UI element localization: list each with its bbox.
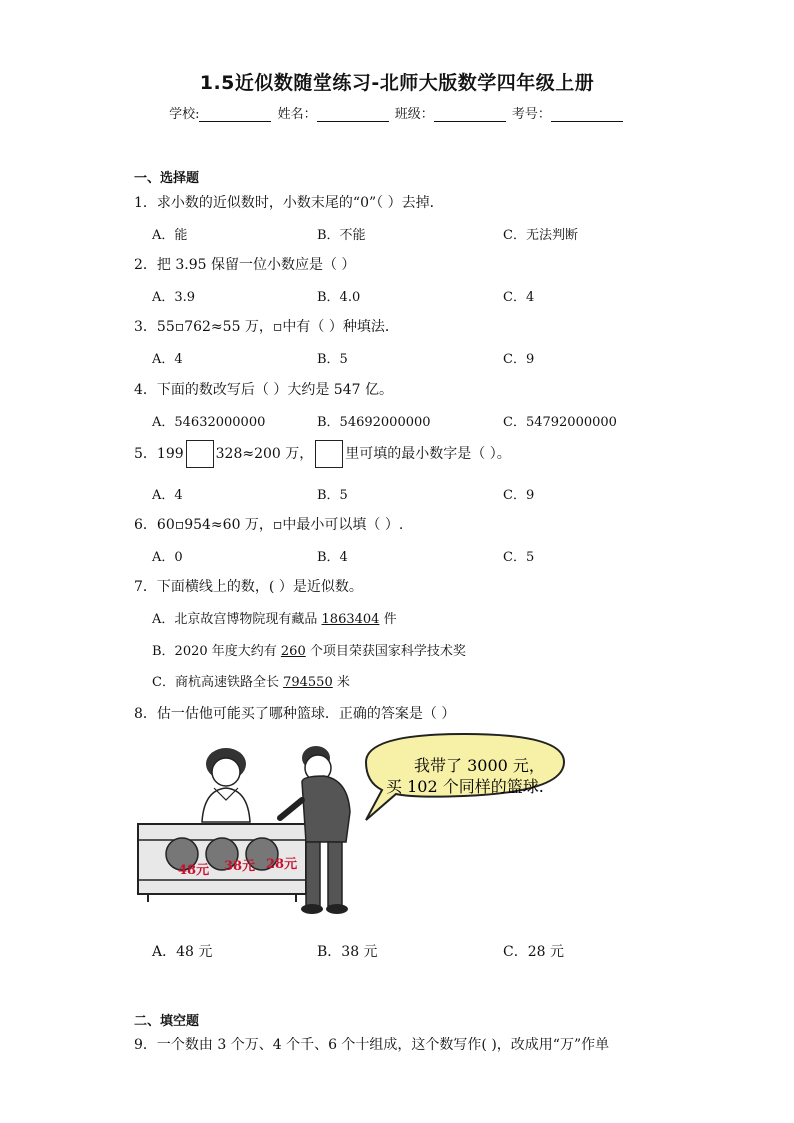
blank-box[interactable]: [186, 440, 214, 468]
option-c[interactable]: C．9: [503, 352, 535, 367]
question-stem: 6．60▫954≈60 万，▫中最小可以填（ ）.: [134, 517, 404, 533]
name-label: 姓名：: [277, 107, 317, 122]
question-stem: 7．下面横线上的数，( ）是近似数。: [134, 579, 363, 595]
option-text: A．北京故宫博物院现有藏品: [152, 612, 322, 627]
section-heading-choice: 一、选择题: [134, 171, 200, 186]
page-title: 1.5近似数随堂练习-北师大版数学四年级上册: [199, 72, 595, 94]
shopkeeper-figure: [202, 748, 250, 822]
option-c[interactable]: C．54792000000: [503, 415, 617, 430]
question-text: 328≈200 万，: [215, 446, 314, 462]
underlined-number: 794550: [283, 675, 333, 690]
option-a[interactable]: [152, 608, 397, 627]
option-a[interactable]: A．0: [152, 550, 183, 565]
option-a[interactable]: A．4: [152, 488, 183, 503]
option-c[interactable]: [152, 671, 350, 690]
question-stem: 2．把 3.95 保留一位小数应是（ ）: [134, 257, 356, 273]
section-heading-fill: 二、填空题: [134, 1014, 200, 1029]
underlined-number: 260: [280, 644, 306, 659]
question-stem: 4．下面的数改写后（ ）大约是 547 亿。: [134, 382, 393, 398]
option-c[interactable]: C．28 元: [503, 944, 564, 960]
option-a[interactable]: A．48 元: [152, 944, 213, 960]
option-c[interactable]: C．无法判断: [503, 228, 578, 243]
school-field[interactable]: [199, 107, 271, 122]
option-b[interactable]: B．38 元: [317, 944, 378, 960]
name-field[interactable]: [317, 107, 389, 122]
option-b[interactable]: B．不能: [317, 228, 366, 243]
blank-box[interactable]: [315, 440, 343, 468]
question-stem: 1．求小数的近似数时，小数末尾的“0”（ ）去掉．: [134, 195, 444, 211]
question-stem: 9．一个数由 3 个万、4 个千、6 个十组成，这个数写作( )，改成用“万”作单: [134, 1037, 610, 1053]
underlined-number: 1863404: [321, 612, 380, 627]
option-text: 个项目荣获国家科学技术奖: [305, 644, 466, 659]
option-c[interactable]: C．5: [503, 550, 535, 565]
option-b[interactable]: B．4.0: [317, 290, 361, 305]
bubble-line-1: 我带了 3000 元，: [414, 756, 545, 775]
question-text: 5．199: [134, 446, 184, 462]
bubble-line-2: 买 102 个同样的篮球.: [386, 777, 544, 796]
option-b[interactable]: B．4: [317, 550, 348, 565]
class-field[interactable]: [434, 107, 506, 122]
question-stem: [134, 440, 511, 468]
option-c[interactable]: C．4: [503, 290, 535, 305]
price-tag-38: 38元: [224, 859, 256, 874]
option-text: B．2020 年度大约有: [152, 644, 281, 659]
option-a[interactable]: A．54632000000: [152, 415, 266, 430]
option-text: C．商杭高速铁路全长: [152, 675, 284, 690]
option-c[interactable]: C．9: [503, 488, 535, 503]
price-tag-48: 48元: [178, 863, 210, 878]
number-field[interactable]: [551, 107, 623, 122]
price-tag-28: 28元: [266, 857, 298, 872]
option-a[interactable]: A．能: [152, 228, 188, 243]
school-label: 学校:: [169, 107, 200, 122]
option-text: 米: [332, 675, 350, 690]
student-info-row: [0, 103, 794, 122]
question-text: 里可填的最小数字是（ ）。: [345, 446, 511, 462]
option-a[interactable]: A．4: [152, 352, 183, 367]
option-b[interactable]: B．54692000000: [317, 415, 431, 430]
option-b[interactable]: [152, 640, 466, 659]
option-b[interactable]: B．5: [317, 352, 348, 367]
class-label: 班级：: [394, 107, 434, 122]
number-label: 考号：: [511, 107, 551, 122]
basketball-shop-illustration: [134, 722, 584, 922]
option-b[interactable]: B．5: [317, 488, 348, 503]
question-stem: 8．估一估他可能买了哪种篮球．正确的答案是（ ）: [134, 706, 456, 722]
option-a[interactable]: A．3.9: [152, 290, 196, 305]
question-stem: 3．55▫762≈55 万，▫中有（ ）种填法．: [134, 319, 399, 335]
option-text: 件: [379, 612, 397, 627]
